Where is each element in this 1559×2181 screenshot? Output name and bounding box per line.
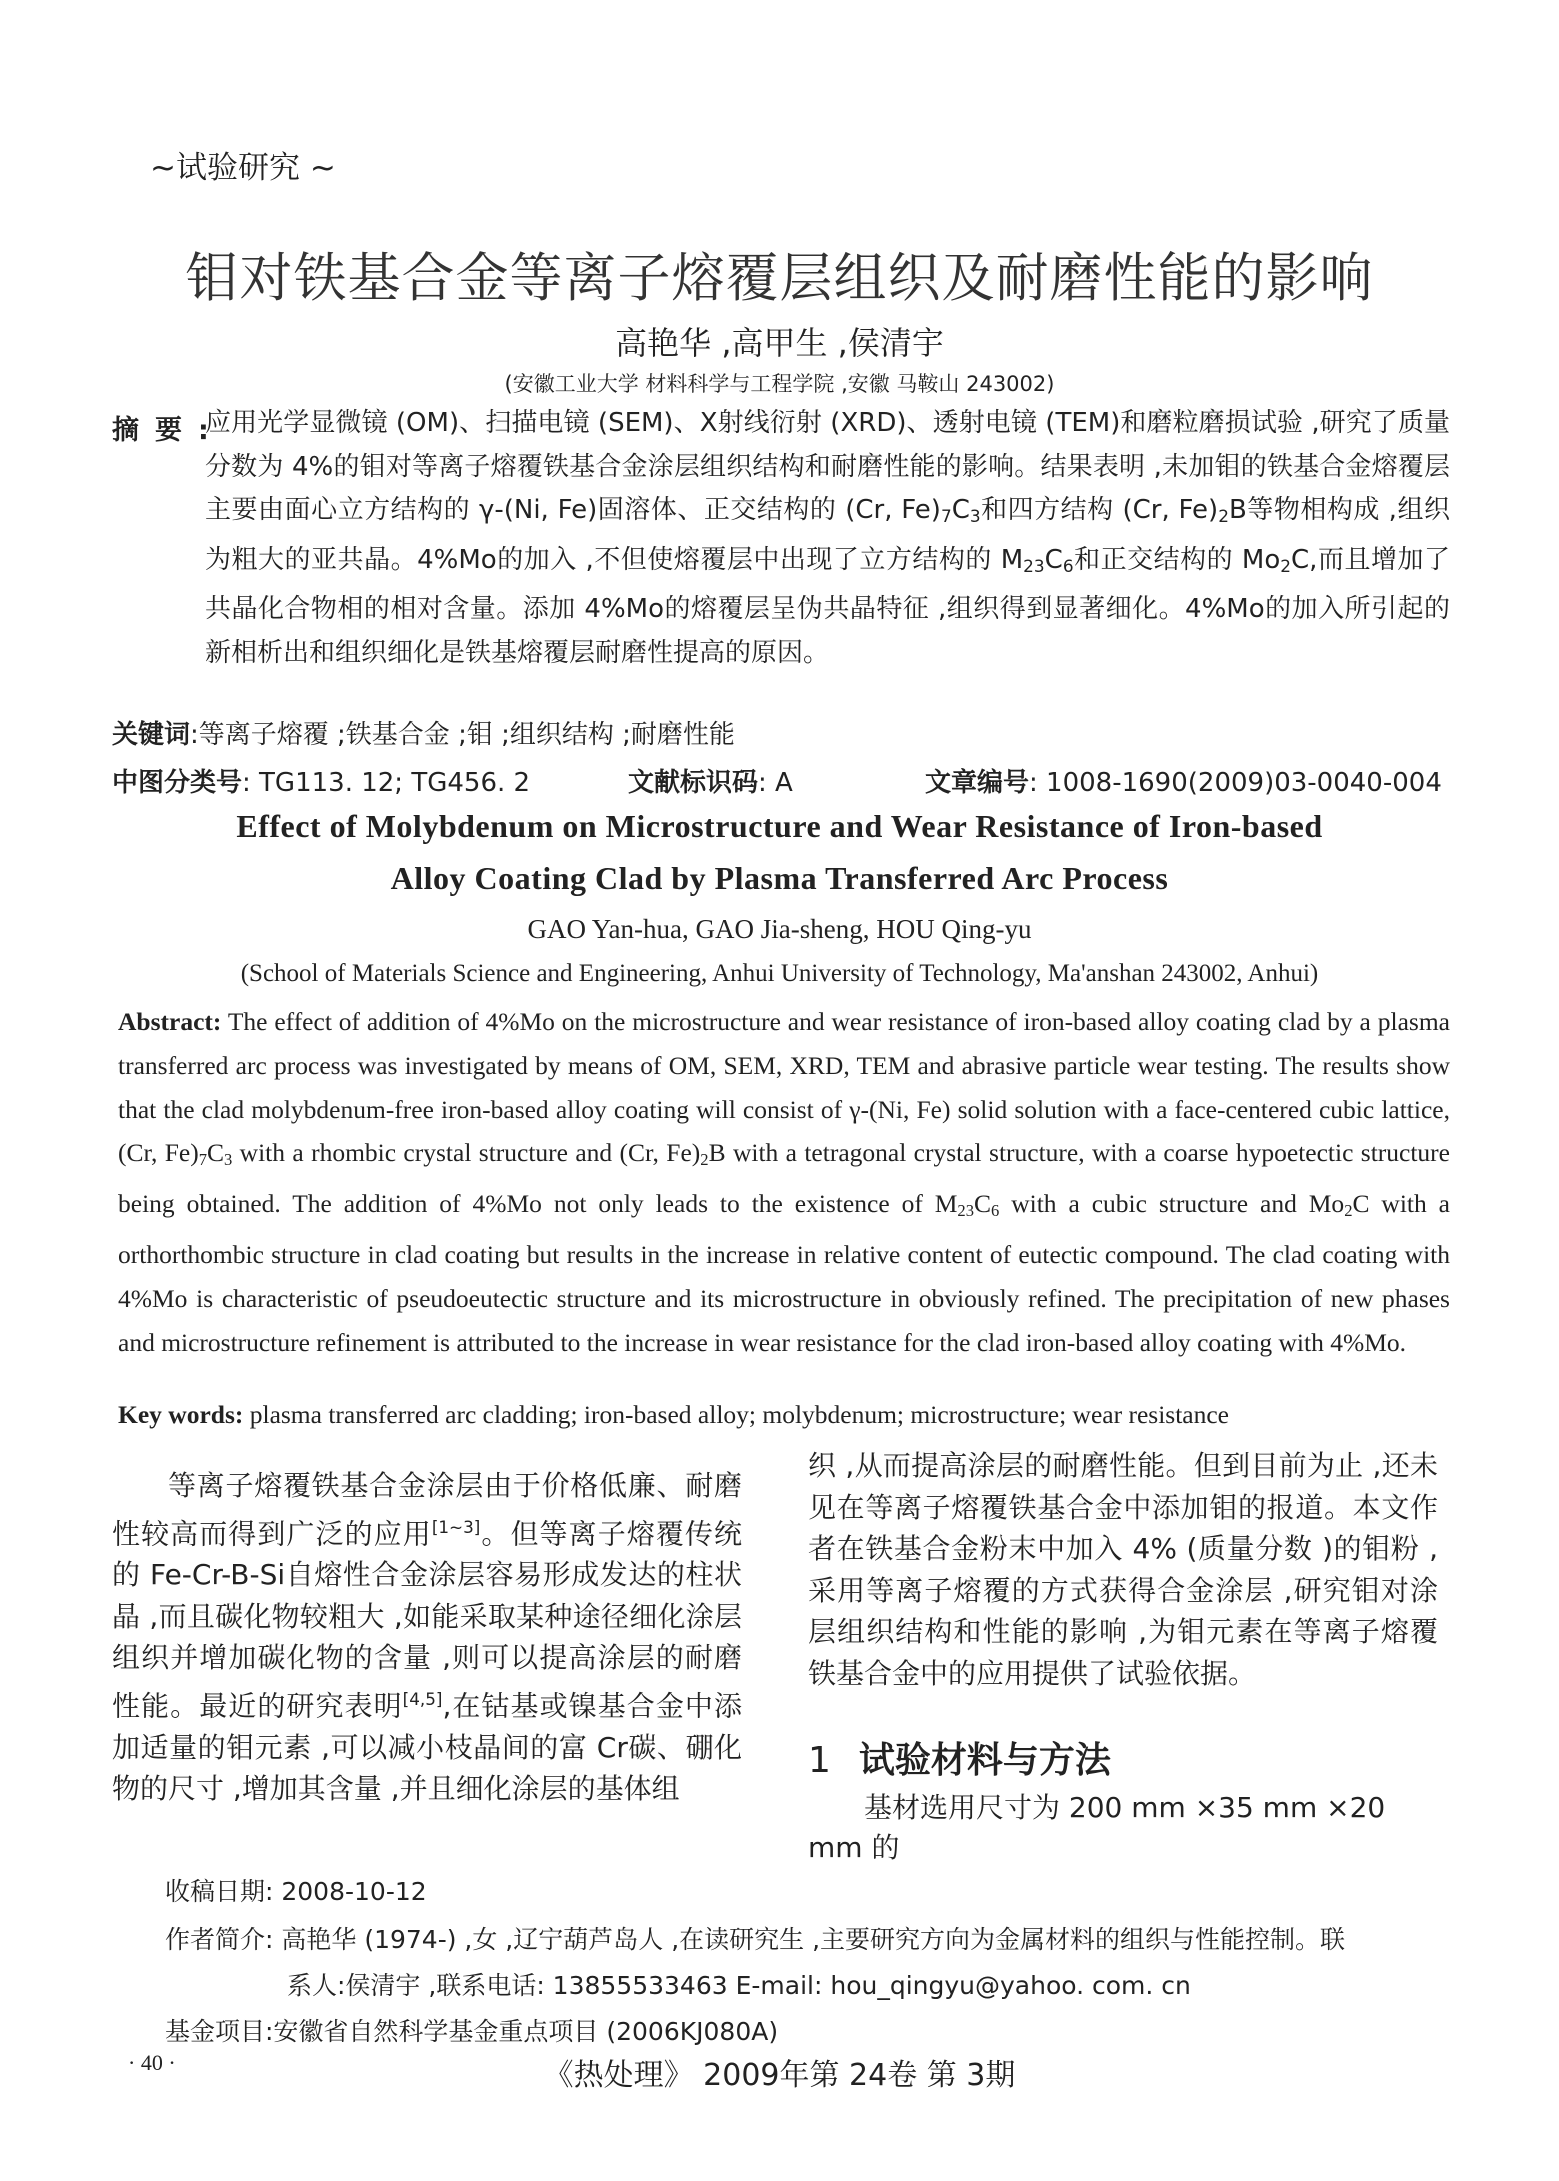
english-authors: GAO Yan-hua, GAO Jia-sheng, HOU Qing-yu (527, 914, 1032, 944)
english-title-line1: Effect of Molybdenum on Microstructure and Wear Resistance of Iron-based (236, 808, 1323, 844)
chinese-abstract-label: 摘要: (112, 415, 225, 446)
classification-number: 中图分类号: TG113. 12; TG456. 2 (112, 768, 531, 798)
journal-info: 《热处理》 2009年第 24卷 第 3期 (543, 2058, 1016, 2093)
body-left-column: 等离子熔覆铁基合金涂层由于价格低廉、耐磨性较高而得到广泛的应用[1~3]。但等离子熔覆传统的 Fe-Cr-B-Si自熔性合金涂层容易形成发达的柱状晶 ,而且碳化物较粗大 ,如能采取某种途径细化涂层组织并增加碳化物的含量 ,则可以提高涂层的耐磨性能。最近的研究表明[4,5],在钴基或镍基合金中添加适量的钼元素 ,可以减小枝晶间的富 Cr碳、硼化物的尺寸 ,增加其含量 ,并且细化涂层的基体组 (112, 1469, 742, 1806)
footnote-author-bio: 作者简介: 高艳华 (1974-) ,女 ,辽宁葫芦岛人 ,在读研究生 ,主要研究方向为金属材料的组织与性能控制。联 (165, 1925, 1346, 1954)
footnote-fund: 基金项目:安徽省自然科学基金重点项目 (2006KJ080A) (165, 2017, 779, 2046)
chinese-title: 钼对铁基合金等离子熔覆层组织及耐磨性能的影响 (185, 248, 1374, 309)
citation-ref[interactable]: [1~3] (431, 1516, 481, 1537)
chinese-keywords: 关键词:等离子熔覆 ;铁基合金 ;钼 ;组织结构 ;耐磨性能 (112, 720, 735, 750)
footnote-contact: 系人:侯清宇 ,联系电话: 13855533463 E-mail: hou_qingyu@yahoo. com. cn (287, 1971, 1191, 2000)
document-code: 文献标识码: A (628, 768, 793, 798)
chinese-affiliation: (安徽工业大学 材料科学与工程学院 ,安徽 马鞍山 243002) (504, 372, 1055, 396)
citation-ref[interactable]: [4,5] (402, 1688, 443, 1709)
english-abstract: Abstract: The effect of addition of 4%Mo on the microstructure and wear resistance of iron-based alloy coating clad by a plasma transferred arc process was investigated by means of OM, SEM, XRD, TEM and abrasive particle wear testing. The results show that the clad molybdenum-free iron-based alloy coating will consist of γ-(Ni, Fe) solid solution with a face-centered cubic lattice, (Cr, $Fe)_7C_3$ with a rhombic crystal structure and (Cr, $Fe)_2B$ with a tetragonal crystal structure, with a coarse hypoetectic structure being obtained. The addition of 4%Mo not only leads to the existence of $M_{23}C_6$ with a cubic structure and $Mo_2C$ with a orthorthombic structure in clad coating but results in the increase in relative content of eutectic compound. The clad coating with 4%Mo is characteristic of pseudoeutectic structure and its microstructure in obviously refined. The precipitation of new phases and microstructure refinement is attributed to the increase in wear resistance for the clad iron-based alloy coating with 4%Mo. (118, 1007, 1450, 1357)
body-right-column: 织 ,从而提高涂层的耐磨性能。但到目前为止 ,还未见在等离子熔覆铁基合金中添加钼的报道。本文作者在铁基合金粉末中加入 4% (质量分数 )的钼粉 ,采用等离子熔覆的方式获得合金涂层 ,研究钼对涂层组织结构和性能的影响 ,为钼元素在等离子熔覆铁基合金中的应用提供了试验依据。 (808, 1449, 1438, 1690)
page-number: · 40 · (128, 2050, 176, 2075)
section-text: 基材选用尺寸为 200 mm ×35 mm ×20 mm 的 (808, 1791, 1386, 1864)
article-number: 文章编号: 1008-1690(2009)03-0040-004 (925, 768, 1442, 798)
english-keywords: Key words: plasma transferred arc cladding; iron-based alloy; molybdenum; microstructure; wear resistance (118, 1400, 1229, 1429)
section-tag: ~试验研究 ~ (150, 150, 336, 186)
footnote-received: 收稿日期: 2008-10-12 (165, 1877, 427, 1906)
section-heading: 1 试验材料与方法 (808, 1740, 1111, 1781)
english-affiliation: (School of Materials Science and Engineering, Anhui University of Technology, Ma'anshan 243002, Anhui) (240, 960, 1319, 987)
english-title-line2: Alloy Coating Clad by Plasma Transferred Arc Process (390, 860, 1169, 896)
chinese-authors: 高艳华 ,高甲生 ,侯清宇 (615, 324, 944, 362)
chinese-abstract: 应用光学显微镜 (OM)、扫描电镜 (SEM)、X射线衍射 (XRD)、透射电镜 (TEM)和磨粒磨损试验 ,研究了质量分数为 4%的钼对等离子熔覆铁基合金涂层组织结构和耐磨性能的影响。结果表明 ,未加钼的铁基合金熔覆层主要由面心立方结构的 γ-(Ni, Fe)固溶体、正交结构的 (Cr, $Fe)_7C_3$和四方结构 (Cr, $Fe)_2B$等物相构成 ,组织为粗大的亚共晶。4%Mo的加入 ,不但使熔覆层中出现了立方结构的 $M_{23}C_6$和正交结构的 $Mo_2C$,而且增加了共晶化合物相的相对含量。添加 4%Mo的熔覆层呈伪共晶特征 ,组织得到显著细化。4%Mo的加入所引起的新相析出和组织细化是铁基熔覆层耐磨性提高的原因。 (205, 408, 1450, 668)
